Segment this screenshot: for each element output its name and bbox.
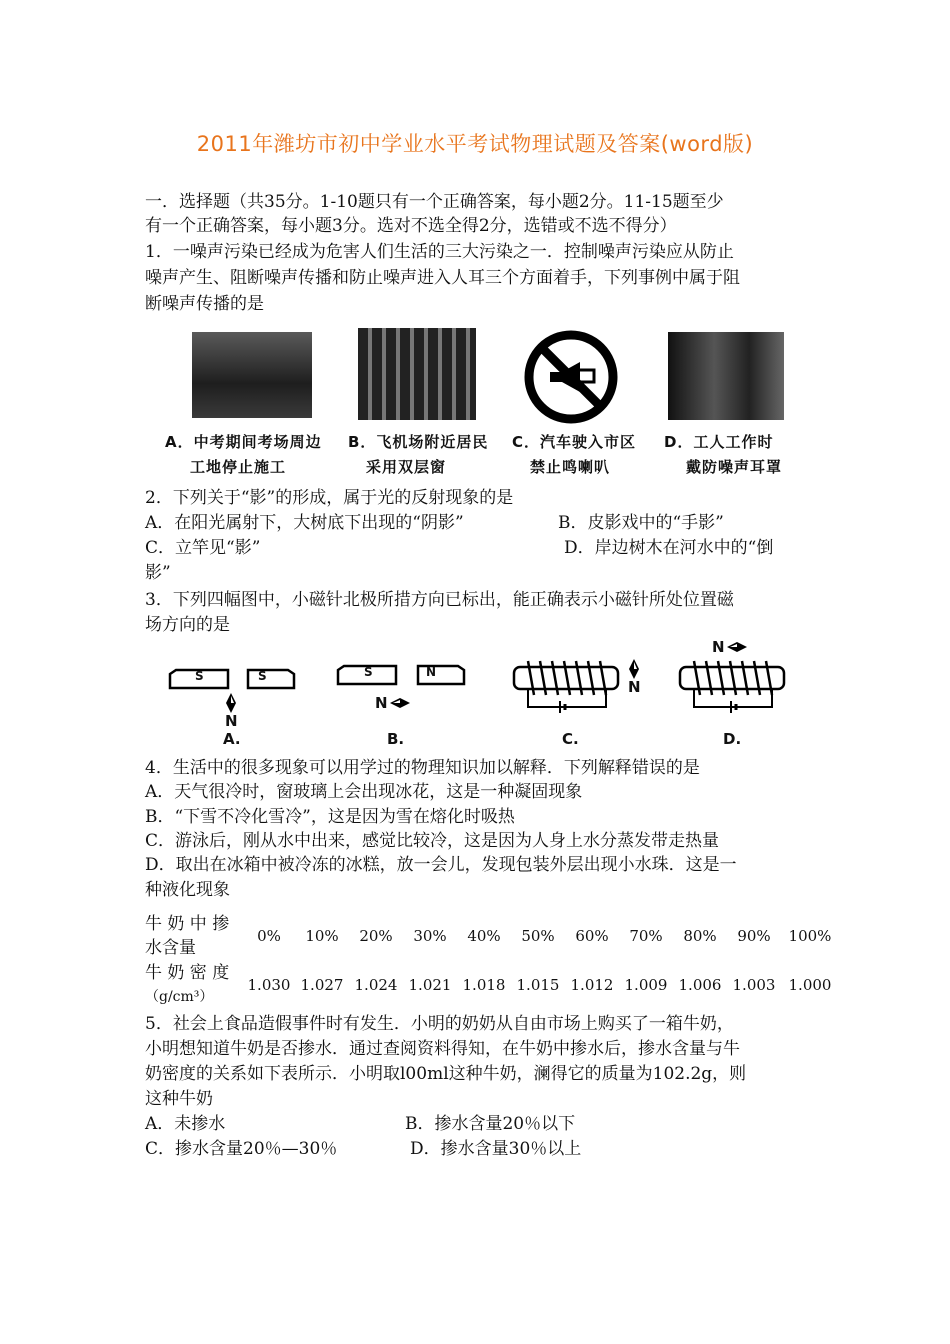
q3-a-magnet2-s: S [258, 669, 267, 683]
factory-worker-photo [668, 332, 784, 420]
table-cell: 1.000 [788, 976, 832, 994]
q3-line-2: 场方向的是 [145, 615, 230, 635]
q3-a-magnet1-s: S [195, 669, 204, 683]
q5-option-a: A．未掺水 [145, 1114, 226, 1134]
compass-needle-icon [390, 697, 410, 709]
table-cell: 1.027 [300, 976, 344, 994]
q3-d-needle-n: N [712, 638, 725, 656]
table-cell: 80% [683, 927, 717, 945]
q3-label-d: D. [723, 730, 742, 748]
q1-caption-b-2: 采用双层窗 [366, 458, 447, 476]
q1-caption-c-2: 禁止鸣喇叭 [530, 458, 611, 476]
table-cell: 60% [575, 927, 609, 945]
q4-option-d: D．取出在冰箱中被冷冻的冰糕，放一会儿，发现包装外层出现小水珠．这是一 [145, 855, 737, 875]
q3-fig-c-solenoid [510, 655, 625, 713]
q3-fig-a-magnets [168, 668, 298, 692]
q1-caption-a-2: 工地停止施工 [190, 458, 287, 476]
q5-line-2: 小明想知道牛奶是否掺水．通过查阅资料得知，在牛奶中掺水后，掺水含量与牛 [145, 1039, 740, 1059]
table-cell: 10% [305, 927, 339, 945]
q3-b-magnet1-s: S [364, 665, 373, 679]
table-header-density-line2: （g/cm³） [145, 989, 214, 1005]
compass-needle-icon [727, 641, 747, 653]
table-header-density [145, 960, 243, 1010]
table-cell: 1.009 [624, 976, 668, 994]
q5-line-3: 奶密度的关系如下表所示．小明取l00ml这种牛奶，澜得它的质量为102.2g，则 [145, 1064, 747, 1084]
table-header-water-line2: 水含量 [145, 938, 196, 958]
q1-caption-d-1: D．工人工作时 [664, 433, 774, 451]
table-cell: 1.030 [247, 976, 291, 994]
compass-needle-icon [628, 659, 640, 679]
table-cell: 1.003 [732, 976, 776, 994]
q1-caption-a-1: A．中考期间考场周边 [165, 433, 322, 451]
q4-stem: 4．生活中的很多现象可以用学过的物理知识加以解释．下列解释错误的是 [145, 758, 700, 778]
table-cell: 1.015 [516, 976, 560, 994]
table-cell: 1.012 [570, 976, 614, 994]
q4-option-a: A．天气很冷时，窗玻璃上会出现冰花，这是一种凝固现象 [145, 782, 583, 802]
table-header-water-line1: 牛 奶 中 掺 [145, 914, 230, 934]
q4-option-c: C．游泳后，刚从水中出来，感觉比较冷，这是因为人身上水分蒸发带走热量 [145, 831, 720, 851]
q5-line-1: 5．社会上食品造假事件时有发生．小明的奶奶从自由市场上购买了一箱牛奶， [145, 1014, 734, 1034]
no-horn-sign-icon [522, 328, 620, 426]
q3-label-a: A. [223, 730, 241, 748]
table-cell: 1.024 [354, 976, 398, 994]
table-header-water [145, 912, 243, 960]
q1-caption-d-2: 戴防噪声耳罩 [686, 458, 783, 476]
table-cell: 50% [521, 927, 555, 945]
q3-c-needle-n: N [628, 678, 641, 696]
q2-option-d: D．岸边树木在河水中的“倒 [564, 538, 774, 558]
q3-label-c: C. [562, 730, 579, 748]
q5-line-4: 这种牛奶 [145, 1089, 213, 1109]
q3-fig-b-magnets [336, 664, 466, 688]
q2-stem: 2．下列关于“影”的形成，属于光的反射现象的是 [145, 488, 514, 508]
q1-line-1: 1．一噪声污染已经成为危害人们生活的三大污染之一．控制噪声污染应从防止 [145, 242, 734, 262]
q3-b-needle-n: N [375, 694, 388, 712]
q1-caption-b-1: B．飞机场附近居民 [348, 433, 489, 451]
q3-fig-d-solenoid [676, 655, 791, 713]
q5-option-c: C．掺水含量20％—30％ [145, 1139, 338, 1159]
q3-b-magnet2-n: N [426, 665, 437, 679]
section-line-1: 一．选择题（共35分。1-10题只有一个正确答案，每小题2分。11-15题至少 [145, 192, 724, 212]
section-line-2: 有一个正确答案，每小题3分。选对不选全得2分，选错或不选不得分） [145, 216, 677, 236]
q5-option-d: D．掺水含量30％以上 [410, 1139, 582, 1159]
q1-caption-c-1: C．汽车驶入市区 [512, 433, 637, 451]
q4-option-d-cont: 种液化现象 [145, 880, 230, 900]
q3-label-b: B. [387, 730, 405, 748]
table-cell: 20% [359, 927, 393, 945]
table-cell: 1.006 [678, 976, 722, 994]
q1-line-3: 断噪声传播的是 [145, 294, 264, 314]
compass-needle-icon [225, 693, 237, 713]
table-cell: 70% [629, 927, 663, 945]
table-cell: 100% [788, 927, 832, 945]
table-header-density-line1: 牛 奶 密 度 [145, 963, 230, 983]
q2-option-a: A．在阳光属射下，大树底下出现的“阴影” [145, 513, 464, 533]
page-title: 2011年潍坊市初中学业水平考试物理试题及答案(word版) [196, 132, 754, 156]
q2-option-b: B．皮影戏中的“手影” [558, 513, 724, 533]
q3-a-needle-n: N [225, 712, 238, 730]
construction-site-photo [192, 332, 312, 418]
milk-density-table [145, 912, 839, 1010]
table-cell: 30% [413, 927, 447, 945]
q2-option-c: C．立竿见“影” [145, 538, 261, 558]
q5-option-b: B．掺水含量20％以下 [405, 1114, 576, 1134]
table-cell: 1.018 [462, 976, 506, 994]
table-cell: 1.021 [408, 976, 452, 994]
q2-option-d-cont: 影” [145, 563, 171, 583]
table-row [145, 912, 839, 960]
table-cell: 40% [467, 927, 501, 945]
double-window-photo [358, 328, 476, 420]
table-row [145, 960, 839, 1010]
table-cell: 0% [257, 927, 281, 945]
table-cell: 90% [737, 927, 771, 945]
q1-line-2: 噪声产生、阻断噪声传播和防止噪声进入人耳三个方面着手，下列事例中属于阻 [145, 268, 740, 288]
q3-line-1: 3．下列四幅图中，小磁针北极所措方向已标出，能正确表示小磁针所处位置磁 [145, 590, 734, 610]
q4-option-b: B．“下雪不冷化雪冷”，这是因为雪在熔化时吸热 [145, 807, 515, 827]
